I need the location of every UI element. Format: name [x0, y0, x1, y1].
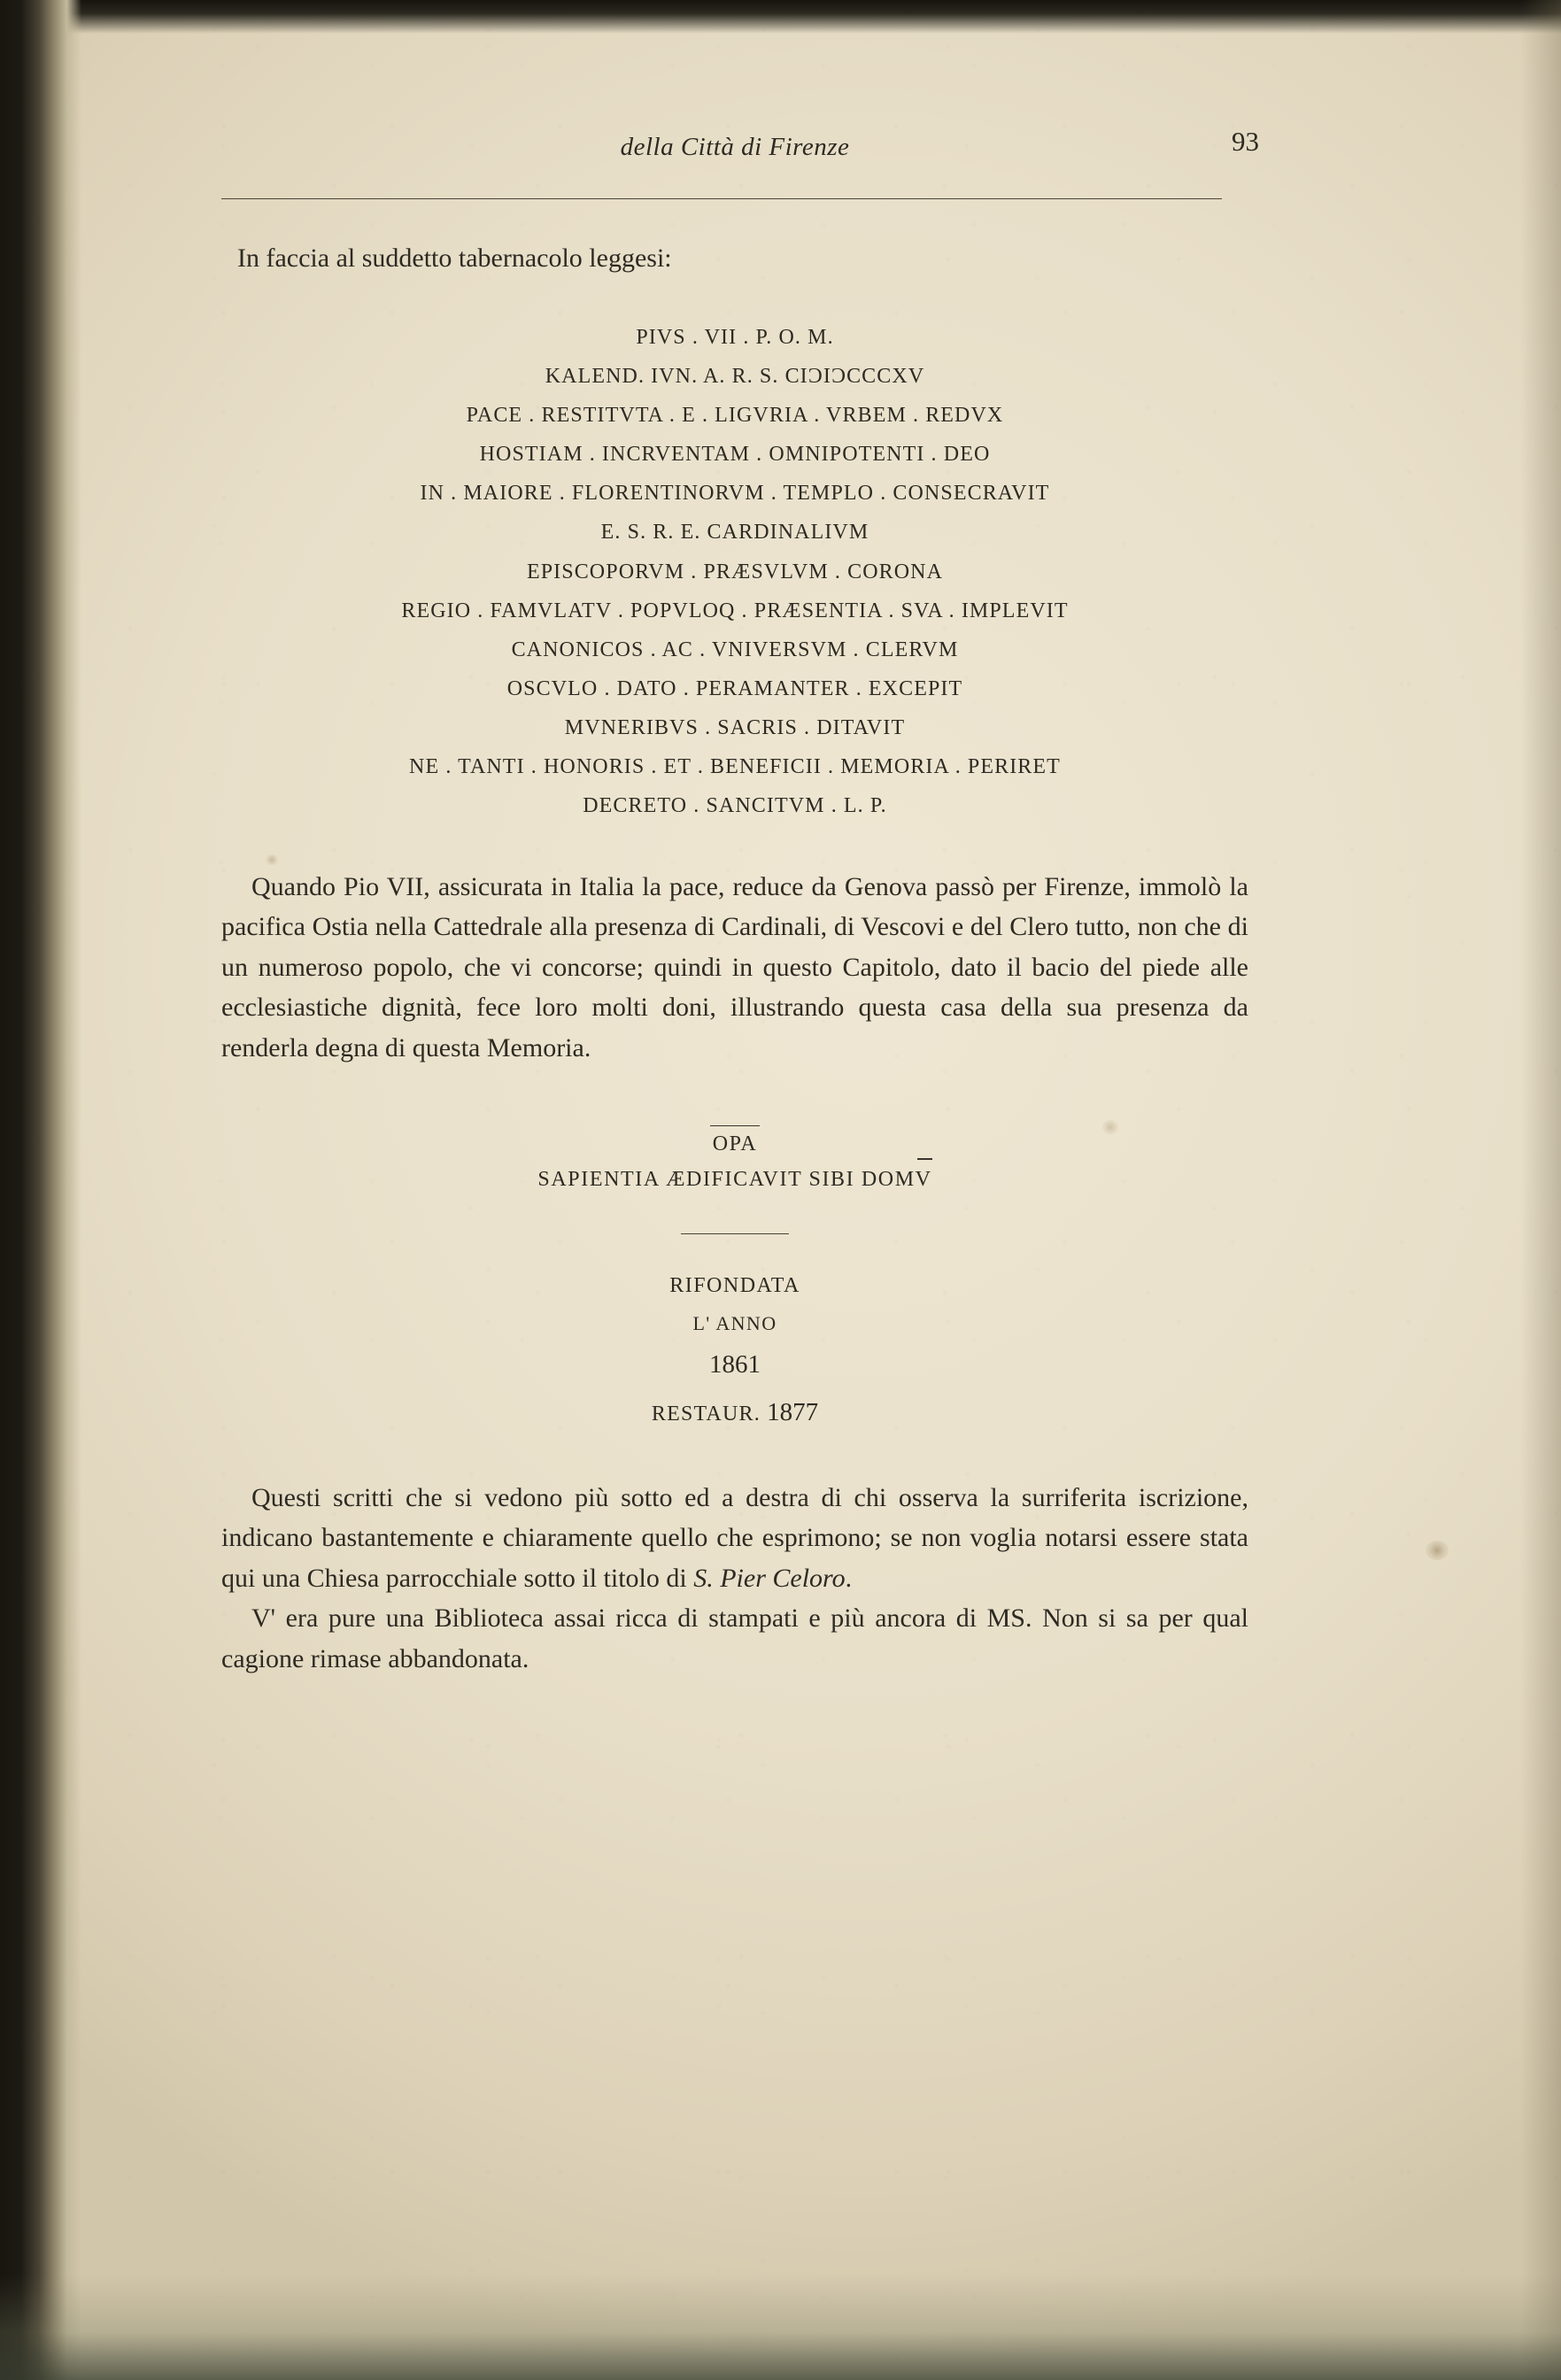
inscription-line: NE . TANTI . HONORIS . ET . BENEFICII . MEMORIA . PERIRET: [409, 755, 1061, 779]
inscription-line: CANONICOS . AC . VNIVERSVM . CLERVM: [511, 638, 959, 661]
inscription-line: PIVS . VII . P. O. M.: [636, 325, 834, 349]
inscription-line: HOSTIAM . INCRVENTAM . OMNIPOTENTI . DEO: [479, 443, 991, 467]
tail-paragraphs: [221, 1478, 1248, 1680]
restored-year: 1877: [767, 1397, 819, 1426]
inscription-line: KALEND. IVN. A. R. S. CIƆIƆCCCXV: [545, 364, 925, 388]
refounded-year: 1861: [709, 1350, 761, 1379]
inscription-line: MVNERIBVS . SACRIS . DITAVIT: [564, 716, 906, 740]
page-right-shadow: [1520, 0, 1561, 2380]
inscription-line: OSCVLO . DATO . PERAMANTER . EXCEPIT: [506, 677, 963, 700]
motto-line: SAPIENTIA ÆDIFICAVIT SIBI DOMV: [537, 1168, 932, 1192]
church-name-italic: S. Pier Celoro: [693, 1563, 846, 1593]
motto-block: [221, 1125, 1248, 1199]
restored-label: RESTAUR.: [651, 1402, 761, 1426]
page-number: 93: [1232, 126, 1259, 157]
header-rule: [221, 198, 1222, 199]
inscription-line: E. S. R. E. CARDINALIVM: [600, 521, 869, 545]
motto-abbreviation: OPA: [710, 1125, 761, 1163]
running-head-title: della Città di Firenze: [620, 133, 850, 161]
page-top-shadow: [0, 0, 1561, 34]
book-gutter-shadow: [0, 0, 81, 2380]
body-paragraph: Quando Pio VII, assicurata in Italia la pace, reduce da Genova passò per Firenze, immolò la pacifica Ostia nella Cattedrale alla presenza di Cardinali, di Vescovi e del Clero tutto, non che di un numeroso popolo, che vi concorse; quindi in questo Capitolo, dato il bacio del piede alle ecclesiastiche dignità, fece loro molti doni, illustrando questa casa della sua presenza da renderla degna di questa Memoria.: [221, 871, 1248, 1062]
refounded-block: [221, 1266, 1248, 1436]
inscription-line: EPISCOPORVM . PRÆSVLVM . CORONA: [526, 560, 944, 583]
section-divider-rule: [681, 1233, 789, 1234]
page-bottom-shadow: [0, 2274, 1561, 2380]
tail-paragraph-2: V' era pure una Biblioteca assai ricca di stampati e più ancora di MS. Non si sa per qual cagione rimase abbandonata.: [221, 1603, 1248, 1673]
body-block: [221, 867, 1248, 1069]
intro-line: In faccia al suddetto tabernacolo leggesi:: [237, 243, 672, 273]
tail-text: Questi scritti che si vedono più sotto ed a destra di chi osserva la surriferita iscrizione, indicano bastantemente e chiaramente quello che esprimono; se non voglia notarsi essere stata qui una Chiesa parrocchiale sotto il titolo di: [221, 1482, 1248, 1593]
inscription-line: REGIO . FAMVLATV . POPVLOQ . PRÆSENTIA . SVA . IMPLEVIT: [401, 599, 1069, 622]
refounded-line-2: L' ANNO: [692, 1311, 777, 1334]
latin-inscription: [221, 318, 1248, 826]
page-content: [221, 126, 1259, 1680]
macron-bar: [917, 1158, 932, 1160]
inscription-line: PACE . RESTITVTA . E . LIGVRIA . VRBEM . REDVX: [466, 403, 1004, 427]
inscription-line: IN . MAIORE . FLORENTINORVM . TEMPLO . CONSECRAVIT: [420, 482, 1050, 506]
inscription-line: DECRETO . SANCITVM . L. P.: [583, 794, 887, 818]
tail-trail: .: [845, 1563, 853, 1593]
tail-paragraph-1: [221, 1478, 1248, 1599]
running-head: [221, 126, 1259, 186]
refounded-line-1: RIFONDATA: [669, 1274, 800, 1298]
